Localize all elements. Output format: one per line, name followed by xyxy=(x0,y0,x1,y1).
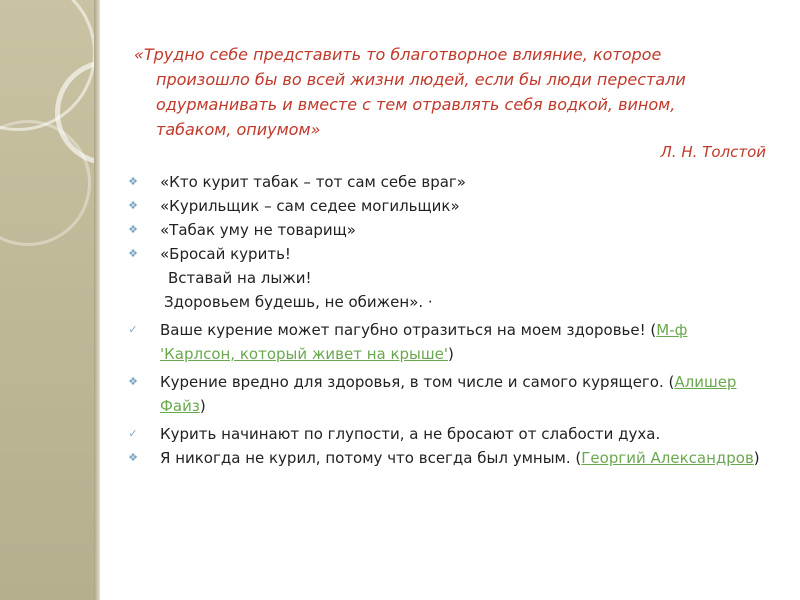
list-item xyxy=(116,218,766,242)
bullet-list xyxy=(116,170,766,470)
list-item xyxy=(116,170,766,194)
diamond-bullet-icon: ❖ xyxy=(128,223,138,236)
quote-author: Л. Н. Толстой xyxy=(660,143,766,161)
list-item: ✓ Ваше курение может пагубно отразиться на моем здоровье! (М-ф 'Карлсон, который живет на крыше') xyxy=(116,318,766,366)
list-item: ❖ Я никогда не курил, потому что всегда был умным. (Георгий Александров) xyxy=(116,446,766,470)
list-item-text: «Курильщик – сам седее могильщик» xyxy=(160,197,460,215)
list-item-text: Вставай на лыжи! xyxy=(168,269,312,287)
list-item-continuation xyxy=(116,266,766,290)
checkmark-bullet-icon: ✓ xyxy=(128,323,138,336)
diamond-bullet-icon: ❖ xyxy=(128,247,138,260)
list-item: ❖ Курение вредно для здоровья, в том числе и самого курящего. (Алишер Файз) xyxy=(116,370,766,418)
list-item-text: «Кто курит табак – тот сам себе враг» xyxy=(160,173,466,191)
diamond-bullet-icon: ❖ xyxy=(128,199,138,212)
epigraph-quote: «Трудно себе представить то благотворное влияние, которое произошло бы во всей жизни людей, если бы люди перестали одурманивать и вместе с тем отравлять себя водкой, вином, табаком, опиумом» xyxy=(134,45,686,139)
list-item-text: «Табак уму не товарищ» xyxy=(160,221,356,239)
list-item-text: Здоровьем будешь, не обижен». · xyxy=(164,293,433,311)
list-item xyxy=(116,242,766,266)
list-item-text: Курение вредно для здоровья, в том числе и самого курящего. ( xyxy=(160,373,675,391)
list-item-text: Курить начинают по глупости, а не бросают от слабости духа. xyxy=(160,425,661,443)
list-item-text: «Бросай курить! xyxy=(160,245,291,263)
diamond-bullet-icon: ❖ xyxy=(128,175,138,188)
list-item xyxy=(116,422,766,446)
diamond-bullet-icon: ❖ xyxy=(128,375,138,388)
list-item xyxy=(116,194,766,218)
list-item-text: Я никогда не курил, потому что всегда был умным. ( xyxy=(160,449,582,467)
checkmark-bullet-icon: ✓ xyxy=(128,427,138,440)
source-link[interactable]: М-ф 'Карлсон, который живет на крыше' xyxy=(160,321,688,363)
list-item-continuation xyxy=(116,290,766,314)
diamond-bullet-icon: ❖ xyxy=(128,451,138,464)
list-item-text: Ваше курение может пагубно отразиться на моем здоровье! ( xyxy=(160,321,657,339)
slide-content xyxy=(100,0,800,600)
source-link[interactable]: Алишер Файз xyxy=(160,373,737,415)
source-link[interactable]: Георгий Александров xyxy=(581,449,754,467)
decorative-sidebar xyxy=(0,0,94,600)
